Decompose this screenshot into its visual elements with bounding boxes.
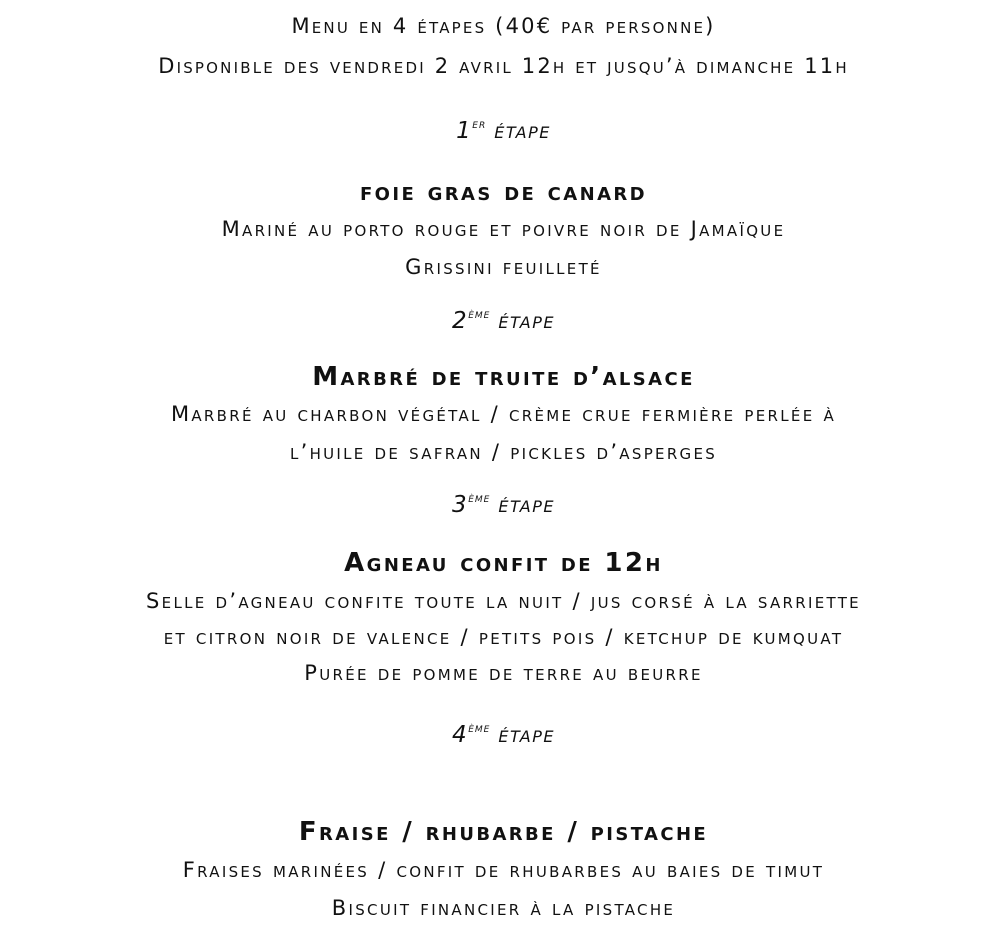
step-number: 3 — [452, 492, 469, 518]
step-heading — [0, 721, 1007, 748]
dish-description-line: et citron noir de valence / petits pois / ketchup de kumquat — [163, 625, 844, 649]
step-heading — [0, 307, 1007, 334]
dish-description-line: Purée de pomme de terre au beurre — [304, 661, 703, 685]
dish-name: foie gras de canard — [359, 177, 648, 207]
step-heading — [0, 491, 1007, 518]
step-heading — [0, 117, 1007, 144]
step-suffix: er — [472, 117, 487, 132]
step-number: 4 — [452, 722, 469, 748]
step-suffix: ème — [468, 307, 491, 322]
dish-name: Marbré de truite d’alsace — [312, 362, 695, 392]
step-number: 1 — [456, 118, 473, 144]
dish-description-line: Fraises marinées / confit de rhubarbes au baies de timut — [182, 858, 825, 882]
step-number: 2 — [452, 308, 469, 334]
dish-name: Agneau confit de 12h — [344, 548, 663, 578]
menu-title: Menu en 4 étapes (40€ par personne) — [291, 14, 716, 38]
step-suffix: ème — [468, 721, 491, 736]
dish-description-line: Marbré au charbon végétal / crème crue fermière perlée à — [170, 402, 837, 426]
step-label: étape — [494, 118, 551, 144]
dish-description-line: l’huile de safran / pickles d’asperges — [289, 440, 718, 464]
step-suffix: ème — [468, 491, 491, 506]
dish-description-line: Biscuit financier à la pistache — [331, 896, 676, 920]
step-label: étape — [498, 492, 555, 518]
dish-description-line: Mariné au porto rouge et poivre noir de Jamaïque — [221, 217, 786, 241]
dish-name: Fraise / rhubarbe / pistache — [298, 817, 709, 847]
availability-text: Disponible des vendredi 2 avril 12h et jusqu’à dimanche 11h — [158, 54, 849, 78]
dish-description-line: Selle d’agneau confite toute la nuit / jus corsé à la sarriette — [146, 589, 861, 613]
step-label: étape — [498, 722, 555, 748]
dish-description-line: Grissini feuilleté — [405, 255, 602, 279]
step-label: étape — [498, 308, 555, 334]
